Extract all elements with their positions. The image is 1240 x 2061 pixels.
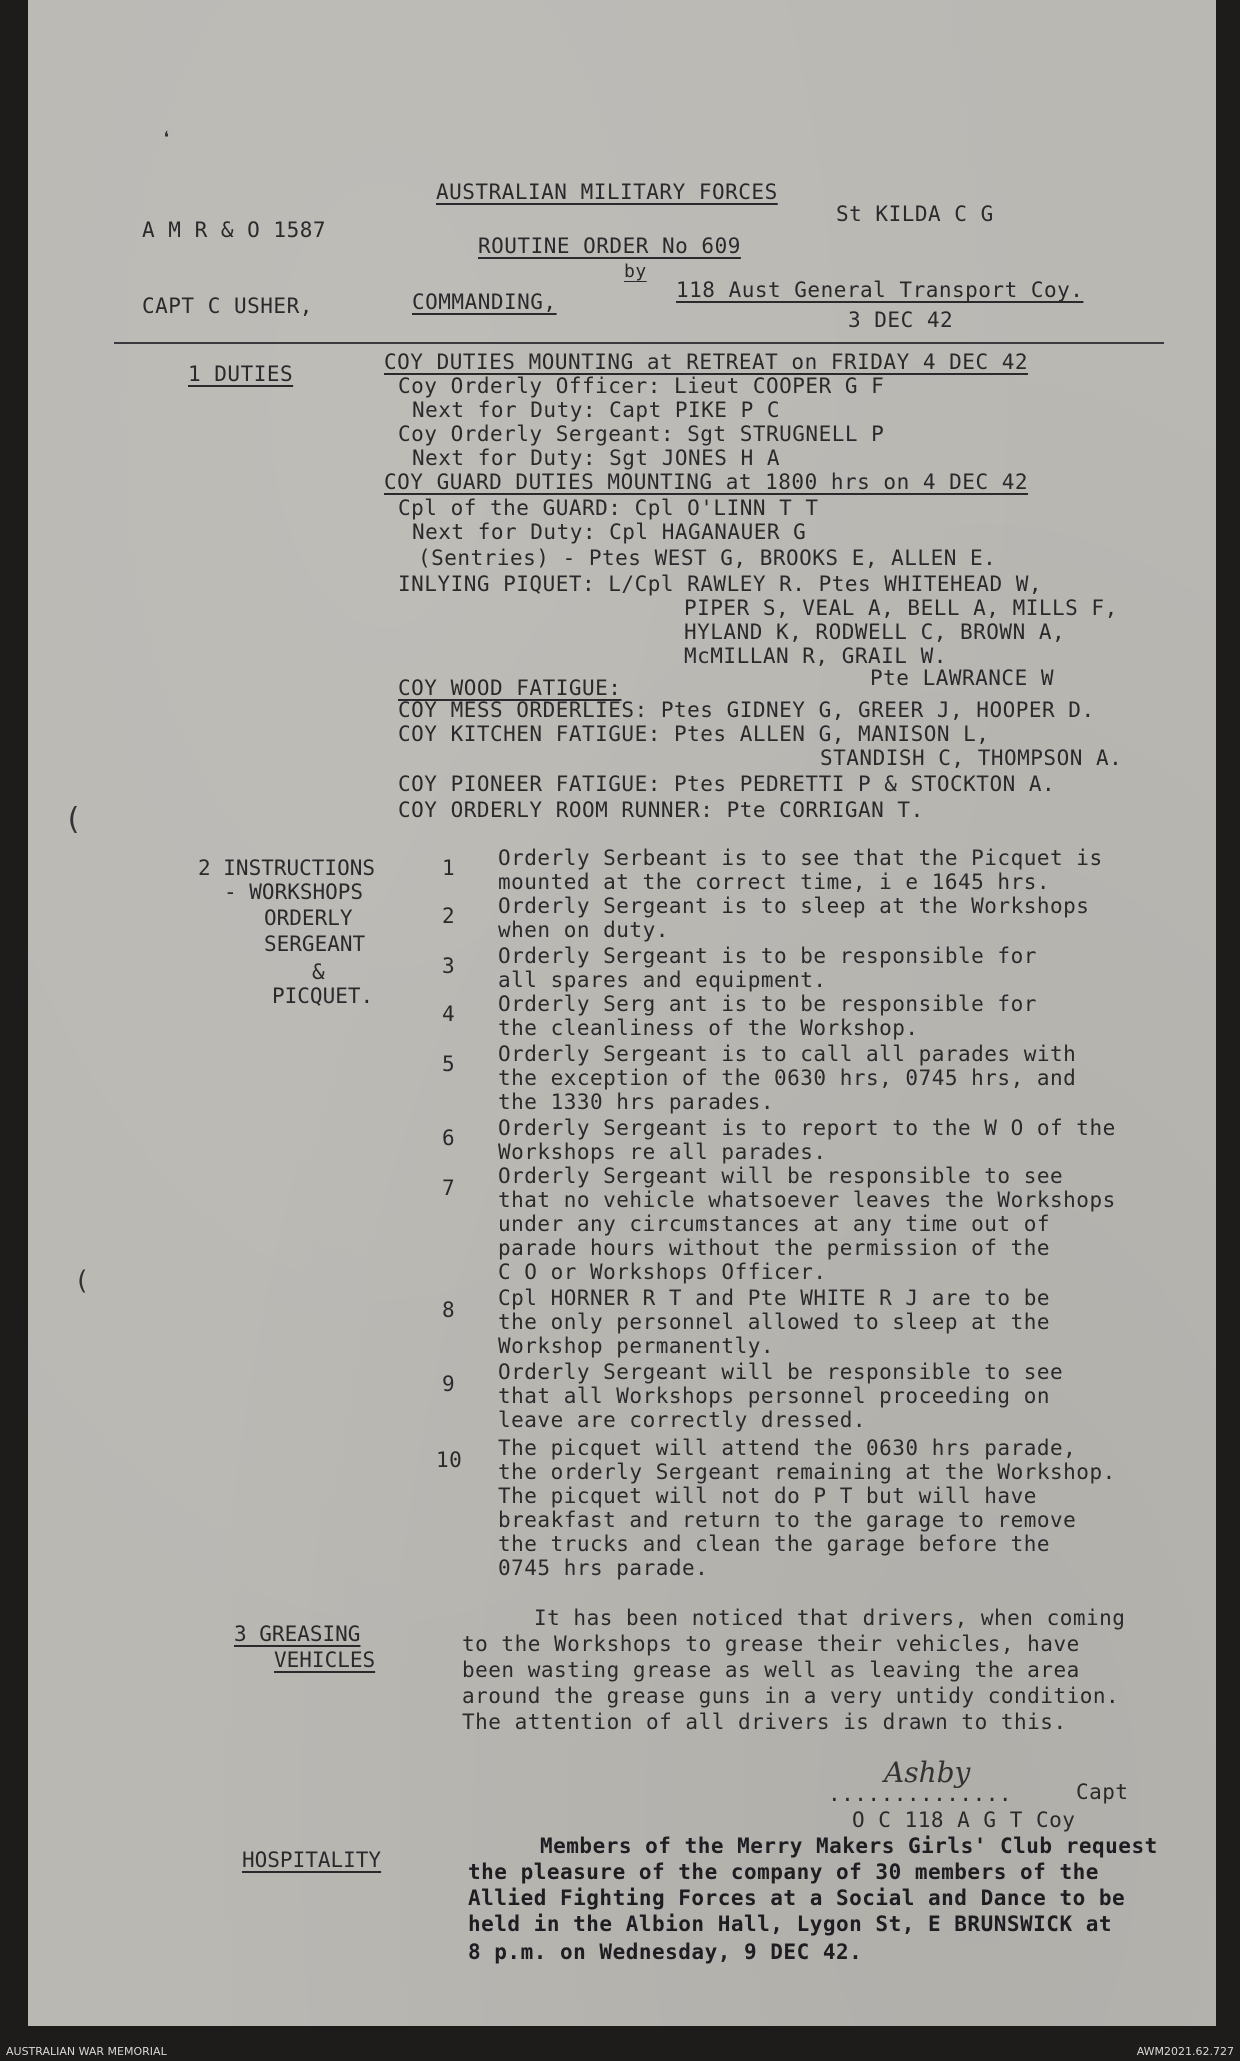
instruction-line: C O or Workshops Officer. <box>498 1260 827 1284</box>
instruction-line: Orderly Sergeant will be responsible to see <box>498 1360 1064 1384</box>
instruction-number: 7 <box>442 1176 456 1200</box>
location-label: St KILDA C G <box>836 202 994 226</box>
duty-line: Next for Duty: Capt PIKE P C <box>412 398 781 422</box>
unit-name: 118 Aust General Transport Coy. <box>676 278 1084 302</box>
instruction-line: Orderly Sergeant is to call all parades with <box>498 1042 1077 1066</box>
instruction-line: Cpl HORNER R T and Pte WHITE R J are to be <box>498 1286 1051 1310</box>
instruction-line: the orderly Sergeant remaining at the Workshop. <box>498 1460 1116 1484</box>
instruction-line: Workshops re all parades. <box>498 1140 827 1164</box>
commander-name: CAPT C USHER, <box>142 294 313 318</box>
order-date: 3 DEC 42 <box>848 308 954 332</box>
hospitality-line: 8 p.m. on Wednesday, 9 DEC 42. <box>468 1940 863 1964</box>
signature-handwritten: Ashby <box>884 1756 971 1789</box>
instruction-line: parade hours without the permission of the <box>498 1236 1051 1260</box>
greasing-line: to the Workshops to grease their vehicles, have <box>462 1632 1080 1656</box>
section-heading-hospitality: HOSPITALITY <box>242 1848 382 1872</box>
duty-line: Coy Orderly Officer: Lieut COOPER G F <box>398 374 885 398</box>
instruction-line: The picquet will not do P T but will have <box>498 1484 1037 1508</box>
instruction-line: all spares and equipment. <box>498 968 827 992</box>
instruction-number: 6 <box>442 1126 456 1150</box>
instruction-line: breakfast and return to the garage to remove <box>498 1508 1077 1532</box>
footer-accession: AWM2021.62.727 <box>1136 2045 1234 2058</box>
instruction-number: 2 <box>442 904 456 928</box>
signature-dots: .............. <box>828 1782 1013 1806</box>
instruction-number: 8 <box>442 1298 456 1322</box>
section-heading-instructions: 2 INSTRUCTIONS <box>198 856 376 880</box>
duty-line: COY MESS ORDERLIES: Ptes GIDNEY G, GREER J, HOOPER D. <box>398 698 1095 722</box>
instruction-line: that no vehicle whatsoever leaves the Workshops <box>498 1188 1116 1212</box>
instruction-line: Orderly Sergeant is to sleep at the Workshops <box>498 894 1090 918</box>
duty-line: COY DUTIES MOUNTING at RETREAT on FRIDAY 4 DEC 42 <box>384 350 1029 374</box>
instruction-number: 9 <box>442 1372 456 1396</box>
duty-line: Pte LAWRANCE W <box>870 666 1055 690</box>
greasing-line: around the grease guns in a very untidy condition. <box>462 1684 1120 1708</box>
instruction-line: The picquet will attend the 0630 hrs parade, <box>498 1436 1077 1460</box>
duty-line: Coy Orderly Sergeant: Sgt STRUGNELL P <box>398 422 885 446</box>
hospitality-line: held in the Albion Hall, Lygon St, E BRUNSWICK at <box>468 1912 1113 1936</box>
instruction-line: that all Workshops personnel proceeding on <box>498 1384 1051 1408</box>
order-number: ROUTINE ORDER No 609 <box>478 234 741 258</box>
instruction-number: 3 <box>442 954 456 978</box>
duty-line: Next for Duty: Sgt JONES H A <box>412 446 781 470</box>
document-title: AUSTRALIAN MILITARY FORCES <box>436 180 778 204</box>
section-heading-instructions: & <box>312 960 325 984</box>
duty-line: INLYING PIQUET: L/Cpl RAWLEY R. Ptes WHITEHEAD W, <box>398 572 1043 596</box>
header-divider <box>114 342 1164 344</box>
signature-title: O C 118 A G T Coy <box>852 1808 1076 1832</box>
duty-line: PIPER S, VEAL A, BELL A, MILLS F, <box>684 596 1118 620</box>
document-page <box>28 0 1216 2026</box>
signature-rank: Capt <box>1076 1780 1129 1804</box>
duty-line: Next for Duty: Cpl HAGANAUER G <box>412 520 807 544</box>
instruction-line: the trucks and clean the garage before the <box>498 1532 1051 1556</box>
hospitality-line: Allied Fighting Forces at a Social and Dance to be <box>468 1886 1126 1910</box>
instruction-line: the cleanliness of the Workshop. <box>498 1016 919 1040</box>
duty-line: Cpl of the GUARD: Cpl O'LINN T T <box>398 496 819 520</box>
instruction-line: the 1330 hrs parades. <box>498 1090 775 1114</box>
punch-hole-icon: ( <box>74 1266 90 1296</box>
hospitality-line: the pleasure of the company of 30 members of the <box>468 1860 1099 1884</box>
instruction-line: the only personnel allowed to sleep at the <box>498 1310 1051 1334</box>
punch-hole-icon: ( <box>64 802 83 837</box>
section-heading-instructions: ORDERLY <box>264 906 353 930</box>
duty-line: COY PIONEER FATIGUE: Ptes PEDRETTI P & STOCKTON A. <box>398 772 1056 796</box>
section-heading-greasing: 3 GREASING <box>234 1622 361 1646</box>
greasing-line: been wasting grease as well as leaving the area <box>462 1658 1080 1682</box>
instruction-line: Orderly Sergeant is to be responsible for <box>498 944 1037 968</box>
greasing-line: It has been noticed that drivers, when coming <box>534 1606 1126 1630</box>
instruction-line: Orderly Serg ant is to be responsible for <box>498 992 1037 1016</box>
instruction-line: Orderly Serbeant is to see that the Picquet is <box>498 846 1103 870</box>
duty-line: COY GUARD DUTIES MOUNTING at 1800 hrs on 4 DEC 42 <box>384 470 1029 494</box>
duty-line: (Sentries) - Ptes WEST G, BROOKS E, ALLEN E. <box>418 546 997 570</box>
duty-line: STANDISH C, THOMPSON A. <box>820 746 1123 770</box>
section-heading-instructions: - WORKSHOPS <box>224 880 364 904</box>
section-heading-greasing: VEHICLES <box>274 1648 376 1672</box>
reference-number: A M R & O 1587 <box>142 218 327 242</box>
section-heading-duties: 1 DUTIES <box>188 362 294 386</box>
instruction-line: when on duty. <box>498 918 669 942</box>
instruction-line: the exception of the 0630 hrs, 0745 hrs, and <box>498 1066 1077 1090</box>
instruction-line: leave are correctly dressed. <box>498 1408 867 1432</box>
order-by: by <box>624 261 647 282</box>
instruction-line: Workshop permanently. <box>498 1334 775 1358</box>
greasing-line: The attention of all drivers is drawn to this. <box>462 1710 1067 1734</box>
instruction-line: mounted at the correct time, i e 1645 hrs. <box>498 870 1051 894</box>
instruction-number: 4 <box>442 1002 456 1026</box>
section-heading-instructions: PICQUET. <box>272 984 374 1008</box>
instruction-line: under any circumstances at any time out of <box>498 1212 1051 1236</box>
instruction-number: 10 <box>436 1448 463 1472</box>
footer-source: AUSTRALIAN WAR MEMORIAL <box>6 2045 167 2058</box>
instruction-number: 5 <box>442 1052 456 1076</box>
instruction-number: 1 <box>442 856 456 880</box>
instruction-line: Orderly Sergeant is to report to the W O of the <box>498 1116 1116 1140</box>
hospitality-line: Members of the Merry Makers Girls' Club request <box>540 1834 1158 1858</box>
duty-line: COY WOOD FATIGUE: <box>398 676 622 700</box>
duty-line: McMILLAN R, GRAIL W. <box>684 644 947 668</box>
section-heading-instructions: SERGEANT <box>264 932 366 956</box>
ink-mark-icon: ❛ <box>160 128 174 153</box>
duty-line: HYLAND K, RODWELL C, BROWN A, <box>684 620 1066 644</box>
duty-line: COY ORDERLY ROOM RUNNER: Pte CORRIGAN T. <box>398 798 924 822</box>
instruction-line: Orderly Sergeant will be responsible to see <box>498 1164 1064 1188</box>
commanding-label: COMMANDING, <box>412 290 557 314</box>
instruction-line: 0745 hrs parade. <box>498 1556 709 1580</box>
duty-line: COY KITCHEN FATIGUE: Ptes ALLEN G, MANISON L, <box>398 722 990 746</box>
